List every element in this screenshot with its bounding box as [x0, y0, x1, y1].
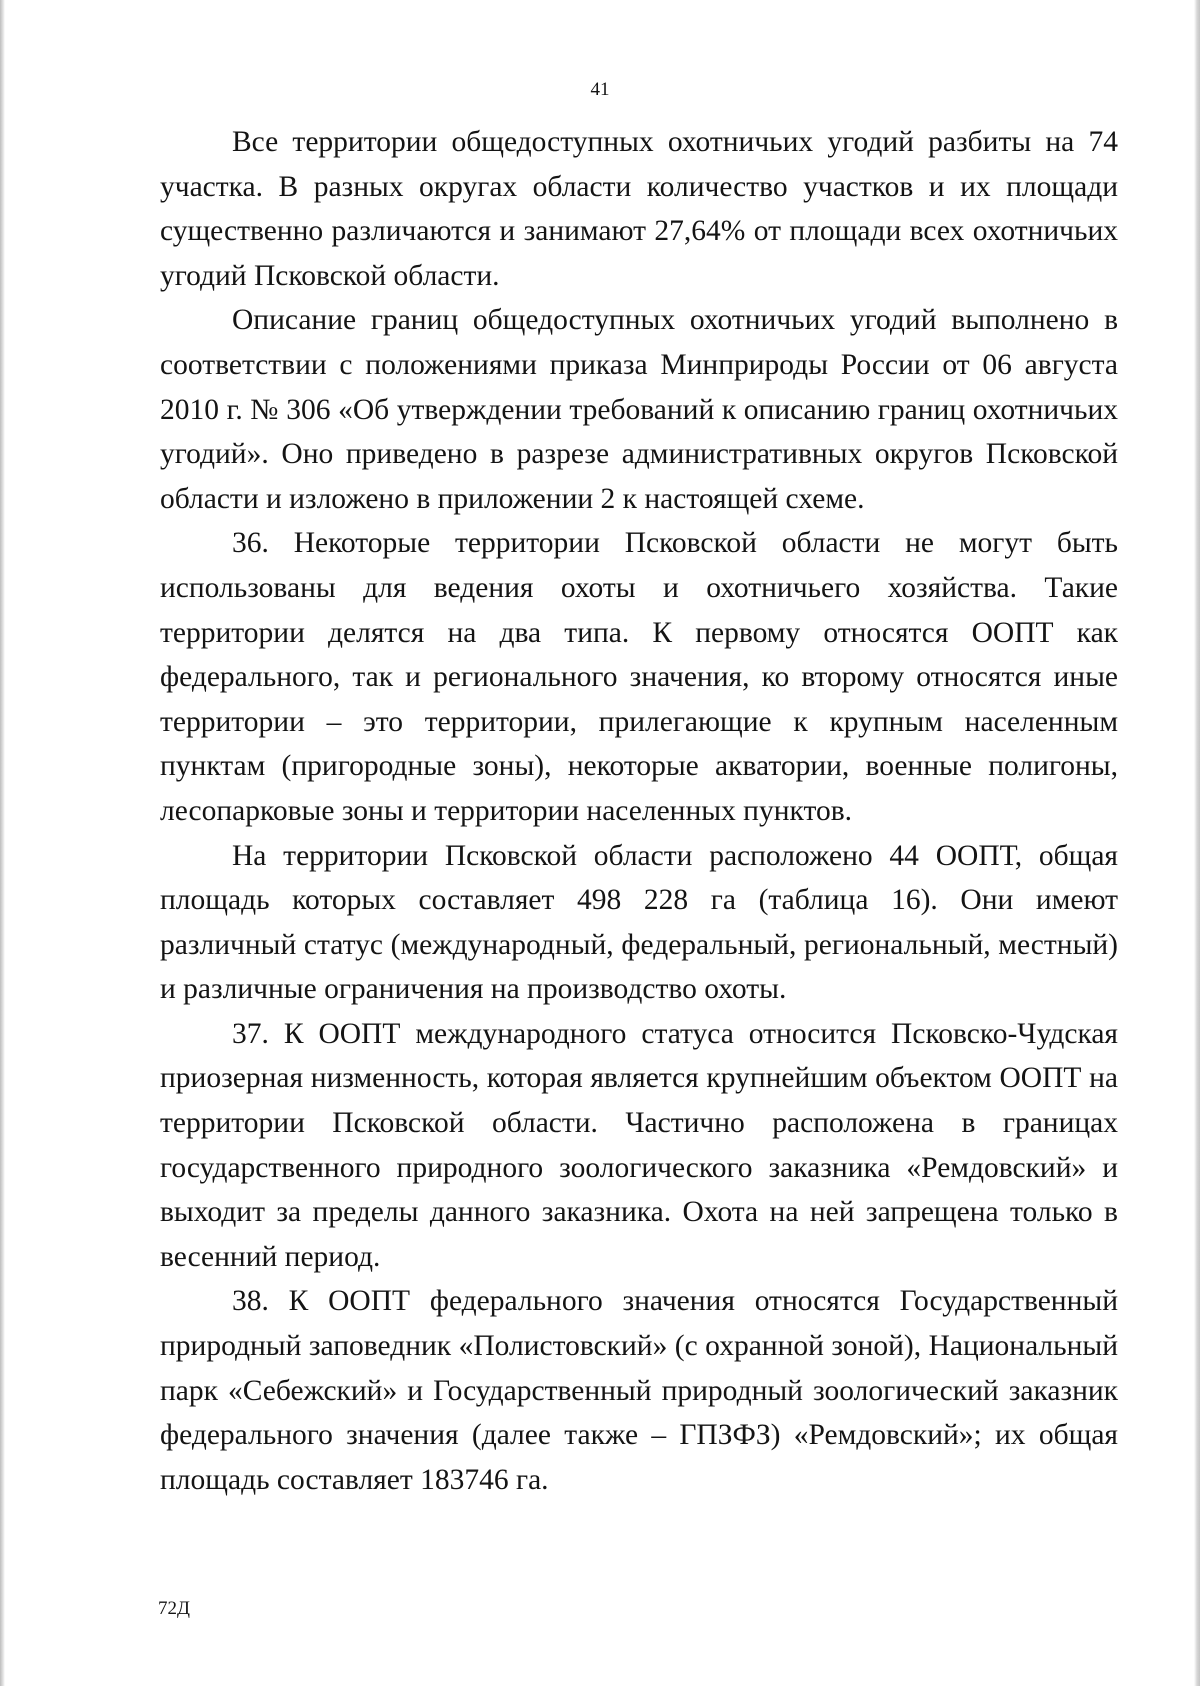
paragraph-37-international-oopt: 37. К ООПТ международного статуса относится Псковско-Чудская приозерная низменность, которая является крупнейшим объектом ООПТ на территории Псковской области. Частично расположена в границах государственного природного зоологического заказника «Ремдовский» и выходит за пределы данного заказника. Охота на ней запрещена только в весенний период. [160, 1017, 1118, 1273]
page-number: 41 [590, 79, 610, 100]
scan-edge-right [1194, 0, 1200, 1686]
document-code: 72Д [158, 1598, 190, 1619]
paragraph-36-restricted-territories: 36. Некоторые территории Псковской области не могут быть использованы для ведения охоты и охотничьего хозяйства. Такие территории делятся на два типа. К первому относятся ООПТ как федерального, так и регионального значения, ко второму относятся иные территории – это территории, прилегающие к крупным населенным пунктам (пригородные зоны), некоторые акватории, военные полигоны, лесопарковые зоны и территории населенных пунктов. [160, 527, 1118, 827]
paragraph-oopt-count: На территории Псковской области расположено 44 ООПТ, общая площадь которых составляет 498 228 га (таблица 16). Они имеют различный статус (международный, федеральный, региональный, местный) и различные ограничения на производство охоты. [160, 839, 1118, 1006]
scan-edge-left [0, 0, 5, 1686]
paragraph-hunting-plots: Все территории общедоступных охотничьих угодий разбиты на 74 участка. В разных округах области количество участков и их площади существенно различаются и занимают 27,64% от площади всех охотничьих угодий Псковской области. [160, 126, 1118, 292]
document-body [160, 120, 1118, 1502]
paragraph-38-federal-oopt: 38. К ООПТ федерального значения относятся Государственный природный заповедник «Полистовский» (с охранной зоной), Национальный парк «Себежский» и Государственный природный зоологический заказник федерального значения (далее также – ГПЗФЗ) «Ремдовский»; их общая площадь составляет 183746 га. [160, 1285, 1118, 1496]
paragraph-boundary-description: Описание границ общедоступных охотничьих угодий выполнено в соответствии с положениями приказа Минприроды России от 06 августа 2010 г. № 306 «Об утверждении требований к описанию границ охотничьих угодий». Оно приведено в разрезе административных округов Псковской области и изложено в приложении 2 к настоящей схеме. [160, 304, 1118, 515]
